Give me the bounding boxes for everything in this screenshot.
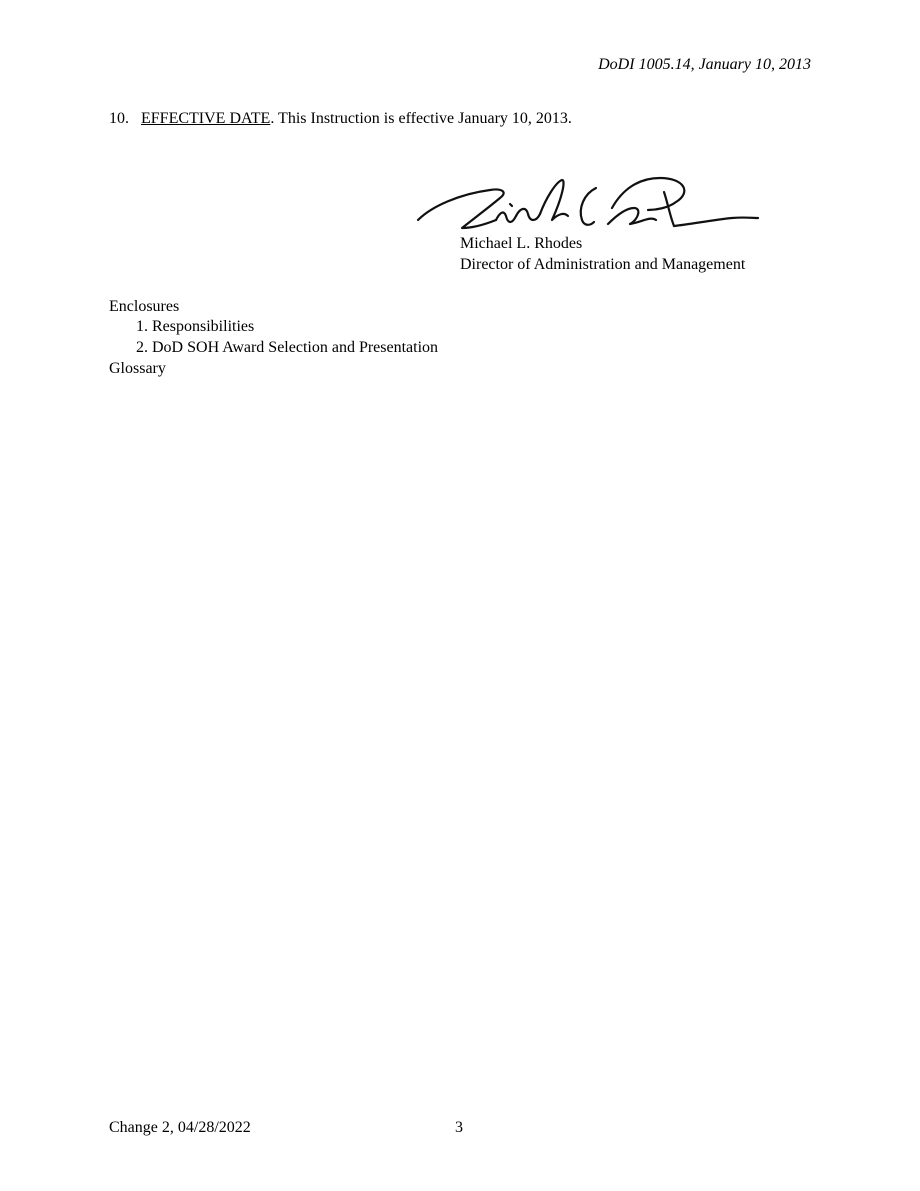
glossary-label: Glossary <box>109 360 166 377</box>
enclosures-label: Enclosures <box>109 298 180 315</box>
effective-date-paragraph <box>109 110 572 128</box>
signer-name: Michael L. Rhodes <box>460 235 583 252</box>
spacer <box>133 110 137 127</box>
section-heading: EFFECTIVE DATE <box>141 110 271 127</box>
page-number: 3 <box>455 1119 463 1136</box>
signer-title: Director of Administration and Management <box>460 256 746 273</box>
section-number: 10. <box>109 110 129 127</box>
enclosure-item: 2. DoD SOH Award Selection and Presentation <box>136 339 439 356</box>
enclosure-item: 1. Responsibilities <box>136 318 255 335</box>
document-reference-header: DoDI 1005.14, January 10, 2013 <box>598 56 811 73</box>
effective-date-text: . This Instruction is effective January 10, 2013. <box>270 110 572 127</box>
footer-change-note: Change 2, 04/28/2022 <box>109 1119 251 1136</box>
